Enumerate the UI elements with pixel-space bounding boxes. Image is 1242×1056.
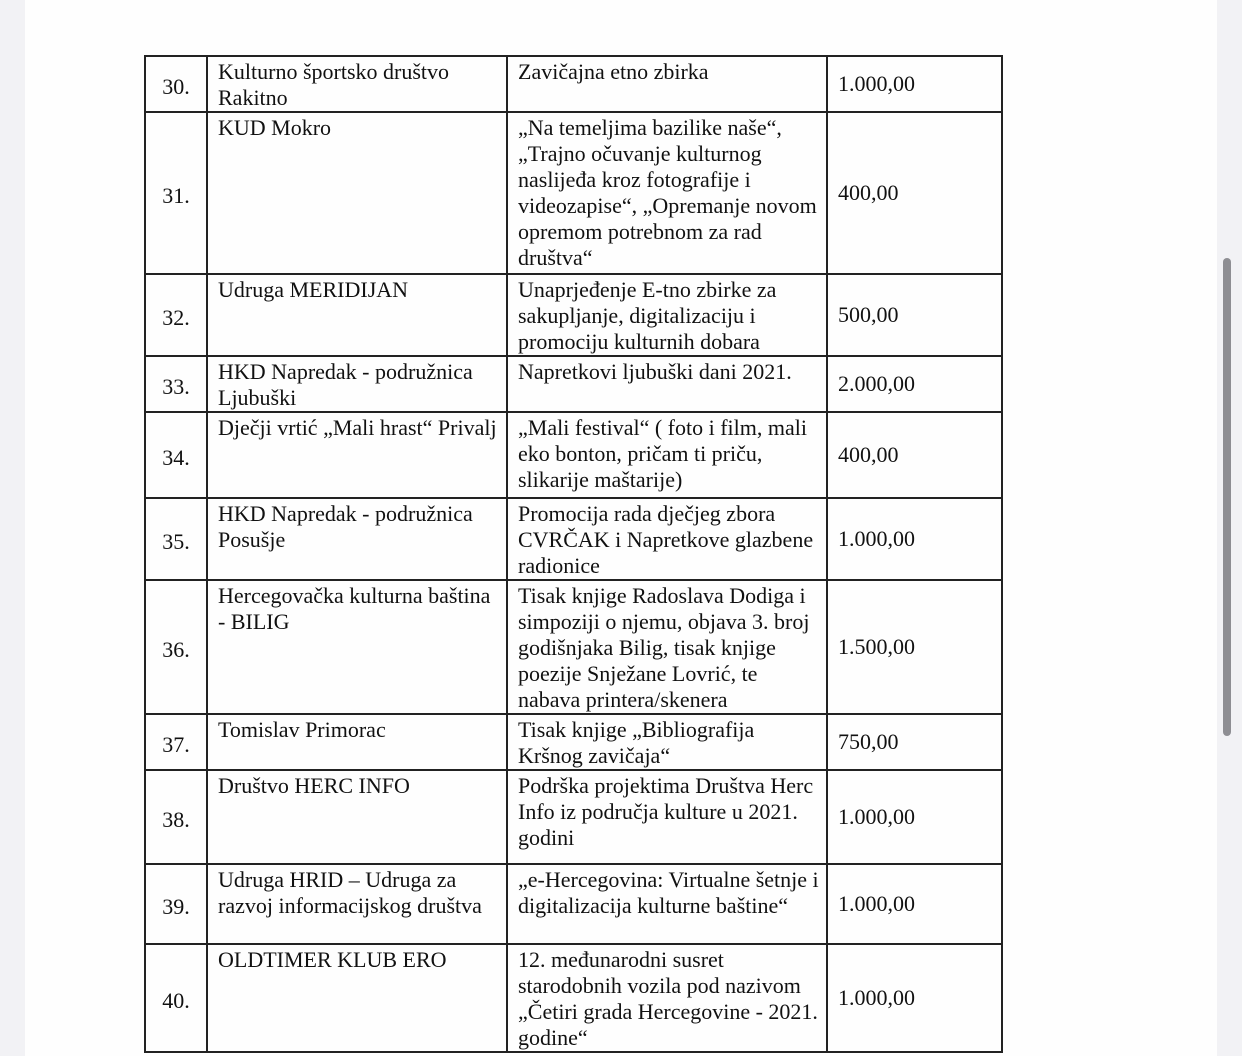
row-number: 33.: [162, 374, 190, 399]
grant-amount: 1.000,00: [838, 985, 915, 1010]
grant-amount-cell: [827, 770, 1002, 864]
applicant-name: OLDTIMER KLUB ERO: [218, 947, 447, 972]
table-row: [145, 770, 1002, 864]
grant-amount: 750,00: [838, 729, 899, 754]
applicant-name-cell: [207, 56, 507, 112]
grant-amount: 1.000,00: [838, 804, 915, 829]
grant-amount-cell: [827, 864, 1002, 944]
table-row: [145, 56, 1002, 112]
row-number-cell: [145, 714, 207, 770]
row-number: 34.: [162, 445, 190, 470]
applicant-name-cell: [207, 580, 507, 714]
applicant-name: KUD Mokro: [218, 115, 332, 140]
grant-amount: 1.000,00: [838, 526, 915, 551]
row-number-cell: [145, 770, 207, 864]
row-number: 38.: [162, 807, 190, 832]
row-number-cell: [145, 498, 207, 580]
project-description: Unaprjeđenje E-tno zbirke za sakupljanje, digitalizaciju i promociju kulturnih dobara: [518, 277, 777, 354]
grant-amount-cell: [827, 112, 1002, 274]
applicant-name-cell: [207, 944, 507, 1052]
project-description: 12. međunarodni susret starodobnih vozila pod nazivom „Četiri grada Hercegovine - 2021. godine“: [518, 947, 818, 1050]
row-number: 35.: [162, 529, 190, 554]
table-row: [145, 498, 1002, 580]
grant-amount-cell: [827, 356, 1002, 412]
table-row: [145, 944, 1002, 1052]
project-description: „Mali festival“ ( foto i film, mali eko bonton, pričam ti priču, slikarije maštarije): [518, 415, 807, 492]
row-number-cell: [145, 944, 207, 1052]
applicant-name-cell: [207, 356, 507, 412]
table-row: [145, 112, 1002, 274]
project-description-cell: [507, 56, 827, 112]
grant-amount-cell: [827, 580, 1002, 714]
grant-amount-cell: [827, 56, 1002, 112]
project-description-cell: [507, 274, 827, 356]
row-number-cell: [145, 412, 207, 498]
applicant-name-cell: [207, 864, 507, 944]
applicant-name: HKD Napredak - podružnica Posušje: [218, 501, 473, 552]
row-number: 36.: [162, 637, 190, 662]
applicant-name-cell: [207, 714, 507, 770]
project-description-cell: [507, 864, 827, 944]
row-number: 31.: [162, 183, 190, 208]
project-description: „e-Hercegovina: Virtualne šetnje i digitalizacija kulturne baštine“: [518, 867, 819, 918]
table-row: [145, 412, 1002, 498]
row-number-cell: [145, 580, 207, 714]
applicant-name: Društvo HERC INFO: [218, 773, 410, 798]
project-description: Promocija rada dječjeg zbora CVRČAK i Napretkove glazbene radionice: [518, 501, 814, 578]
table-row: [145, 356, 1002, 412]
applicant-name: Dječji vrtić „Mali hrast“ Privalj: [218, 415, 497, 440]
applicant-name: Kulturno športsko društvo Rakitno: [218, 59, 449, 110]
table-row: [145, 274, 1002, 356]
project-description: „Na temeljima bazilike naše“, „Trajno očuvanje kulturnog naslijeđa kroz fotografije i videozapise“, „Opremanje novom opremom potrebnom za rad društva“: [518, 115, 817, 270]
project-description-cell: [507, 412, 827, 498]
grant-amount: 1.000,00: [838, 891, 915, 916]
row-number: 39.: [162, 894, 190, 919]
project-description: Tisak knjige Radoslava Dodiga i simpoziji o njemu, objava 3. broj godišnjaka Bilig, tisak knjige poezije Snježane Lovrić, te nabava printera/skenera: [518, 583, 810, 712]
grant-amount-cell: [827, 412, 1002, 498]
applicant-name: HKD Napredak - podružnica Ljubuški: [218, 359, 473, 410]
applicant-name-cell: [207, 498, 507, 580]
applicant-name: Tomislav Primorac: [218, 717, 386, 742]
row-number-cell: [145, 112, 207, 274]
grant-amount-cell: [827, 714, 1002, 770]
grant-amount: 2.000,00: [838, 371, 915, 396]
row-number-cell: [145, 274, 207, 356]
table-row: [145, 714, 1002, 770]
vertical-scrollbar[interactable]: [1223, 258, 1231, 736]
grant-amount: 1.500,00: [838, 634, 915, 659]
grant-amount-cell: [827, 498, 1002, 580]
table-row: [145, 864, 1002, 944]
applicant-name-cell: [207, 412, 507, 498]
project-description-cell: [507, 944, 827, 1052]
row-number-cell: [145, 356, 207, 412]
grant-amount-cell: [827, 274, 1002, 356]
project-description: Tisak knjige „Bibliografija Kršnog zavičaja“: [518, 717, 755, 768]
table-row: [145, 580, 1002, 714]
applicant-name: Udruga MERIDIJAN: [218, 277, 409, 302]
applicant-name-cell: [207, 770, 507, 864]
project-description: Podrška projektima Društva Herc Info iz područja kulture u 2021. godini: [518, 773, 814, 850]
project-description-cell: [507, 714, 827, 770]
row-number-cell: [145, 56, 207, 112]
grant-amount: 400,00: [838, 442, 899, 467]
project-description: Napretkovi ljubuški dani 2021.: [518, 359, 792, 384]
applicant-name-cell: [207, 274, 507, 356]
row-number-cell: [145, 864, 207, 944]
project-description-cell: [507, 112, 827, 274]
project-description-cell: [507, 770, 827, 864]
row-number: 37.: [162, 732, 190, 757]
applicant-name-cell: [207, 112, 507, 274]
grant-table: [144, 55, 1003, 1053]
grant-amount: 400,00: [838, 180, 899, 205]
applicant-name: Hercegovačka kulturna baština - BILIG: [218, 583, 491, 634]
project-description-cell: [507, 498, 827, 580]
project-description: Zavičajna etno zbirka: [518, 59, 709, 84]
row-number: 40.: [162, 988, 190, 1013]
grant-amount: 500,00: [838, 302, 899, 327]
project-description-cell: [507, 580, 827, 714]
row-number: 32.: [162, 305, 190, 330]
project-description-cell: [507, 356, 827, 412]
grant-amount: 1.000,00: [838, 71, 915, 96]
row-number: 30.: [162, 74, 190, 99]
grant-amount-cell: [827, 944, 1002, 1052]
applicant-name: Udruga HRID – Udruga za razvoj informacijskog društva: [218, 867, 482, 918]
